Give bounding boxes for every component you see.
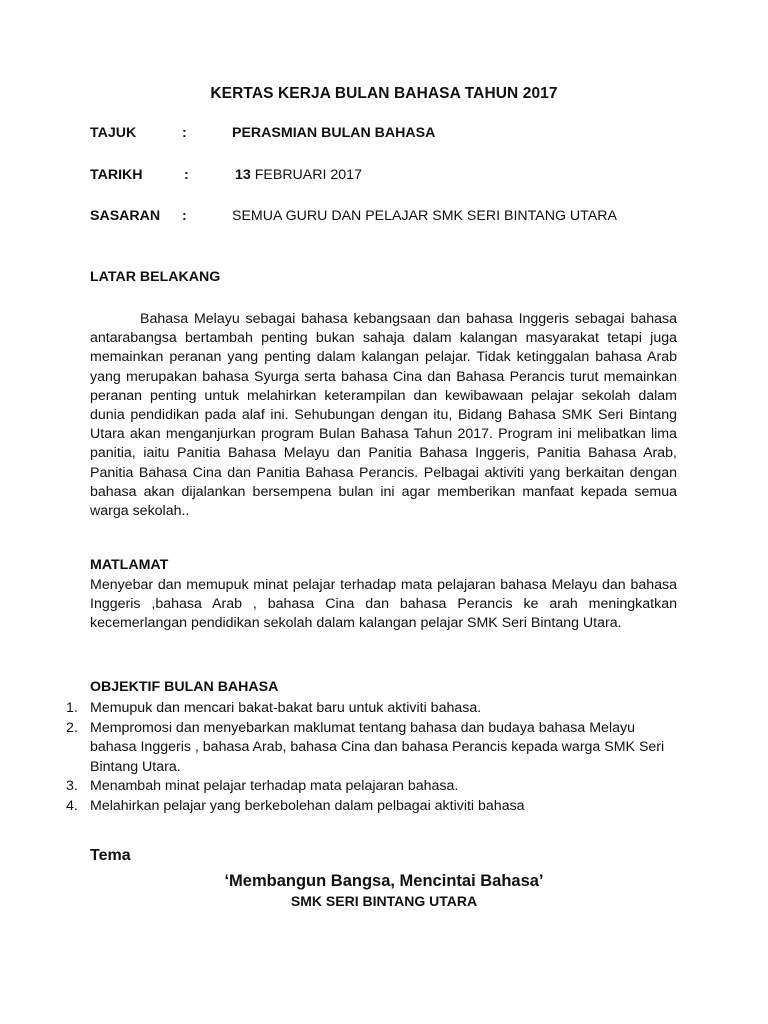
meta-key: TARIKH — [90, 167, 143, 183]
matlamat-heading: MATLAMAT — [90, 557, 169, 573]
meta-row-sasaran — [90, 208, 690, 228]
meta-row-tarikh — [90, 167, 690, 187]
meta-value — [235, 167, 362, 183]
list-text: Memupuk dan mencari bakat-bakat baru untuk aktiviti bahasa. — [90, 700, 482, 716]
school-name: SMK SERI BINTANG UTARA — [290, 893, 478, 909]
list-item — [66, 699, 678, 719]
meta-colon: : — [182, 208, 187, 224]
meta-colon: : — [182, 125, 187, 141]
list-number: 1. — [66, 700, 78, 716]
list-item — [66, 777, 678, 797]
list-number: 4. — [66, 797, 78, 814]
meta-row-tajuk — [90, 125, 690, 145]
list-text: Melahirkan pelajar yang berkebolehan dalam pelbagai aktiviti bahasa — [90, 797, 525, 814]
meta-value-bold: 13 — [235, 167, 251, 183]
meta-value-rest: SEMUA GURU DAN PELAJAR SMK SERI BINTANG UTARA — [232, 208, 617, 224]
tema-slogan: ‘Membangun Bangsa, Mencintai Bahasa’ — [224, 872, 544, 890]
document-title: KERTAS KERJA BULAN BAHASA TAHUN 2017 — [210, 85, 558, 102]
meta-value — [232, 208, 617, 224]
tema-label: Tema — [90, 847, 131, 864]
list-number: 2. — [66, 719, 78, 736]
matlamat-paragraph: Menyebar dan memupuk minat pelajar terhadap mata pelajaran bahasa Melayu dan bahasa Inggeris ,bahasa Arab , bahasa Cina dan bahasa Perancis ke arah meningkatkan kecemerlangan pendidikan sekolah dalam kalangan pelajar SMK Seri Bintang Utara. — [90, 577, 677, 632]
latar-paragraph: Bahasa Melayu sebagai bahasa kebangsaan dan bahasa Inggeris sebagai bahasa antarabangsa bertambah penting bukan sahaja dalam kalangan masyarakat tetapi juga memainkan peranan yang penting dalam kalangan pelajar. Tidak ketinggalan bahasa Arab yang merupakan bahasa Syurga serta bahasa Cina dan Bahasa Perancis turut memainkan peranan penting untuk melahirkan keterampilan dan kewibawaan pelajar sekolah dalam dunia pendidikan pada alaf ini. Sehubungan dengan itu, Bidang Bahasa SMK Seri Bintang Utara akan menganjurkan program Bulan Bahasa Tahun 2017. Program ini melibatkan lima panitia, iaitu Panitia Bahasa Melayu dan Panitia Bahasa Inggeris, Panitia Bahasa Arab, Panitia Bahasa Cina dan Panitia Bahasa Perancis. Pelbagai aktiviti yang berkaitan dengan bahasa akan dijalankan bersempena bulan ini agar memberikan manfaat kepada semua warga sekolah.. — [90, 311, 677, 520]
meta-value-rest: FEBRUARI 2017 — [250, 167, 362, 183]
latar-heading: LATAR BELAKANG — [90, 269, 221, 285]
list-item — [66, 797, 678, 817]
meta-key: TAJUK — [90, 125, 137, 141]
list-number: 3. — [66, 778, 78, 795]
objektif-heading: OBJEKTIF BULAN BAHASA — [90, 679, 279, 695]
meta-colon: : — [184, 167, 189, 183]
list-text: Mempromosi dan menyebarkan maklumat tentang bahasa dan budaya bahasa Melayu bahasa Inggeris , bahasa Arab, bahasa Cina dan bahasa Perancis kepada warga SMK Seri Bintang Utara. — [90, 719, 665, 775]
meta-value — [232, 125, 435, 141]
objektif-list — [66, 699, 678, 817]
meta-key: SASARAN — [90, 208, 161, 224]
meta-value-bold: PERASMIAN BULAN BAHASA — [232, 125, 436, 141]
list-item — [66, 719, 678, 778]
list-text: Menambah minat pelajar terhadap mata pelajaran bahasa. — [90, 778, 459, 795]
